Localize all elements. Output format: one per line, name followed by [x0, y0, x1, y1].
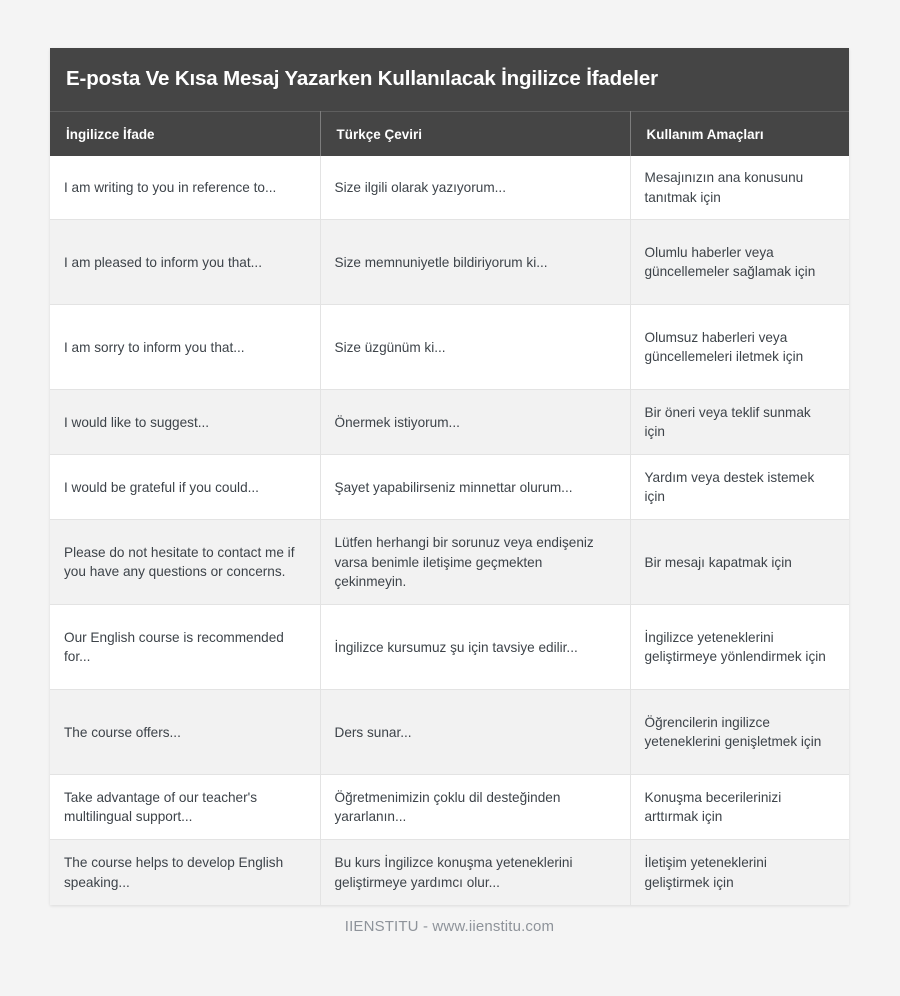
cell-turkish: Lütfen herhangi bir sorunuz veya endişeniz varsa benimle iletişime geçmekten çekinmeyin.: [320, 520, 630, 605]
table-row: [50, 305, 849, 390]
table-row: [50, 455, 849, 520]
table-row: [50, 605, 849, 690]
table-row: [50, 220, 849, 305]
column-header-turkish: Türkçe Çeviri: [320, 112, 630, 157]
cell-purpose: Bir öneri veya teklif sunmak için: [630, 390, 849, 455]
cell-turkish: Bu kurs İngilizce konuşma yeteneklerini geliştirmeye yardımcı olur...: [320, 840, 630, 905]
cell-turkish: Şayet yapabilirseniz minnettar olurum...: [320, 455, 630, 520]
page-title: E-posta Ve Kısa Mesaj Yazarken Kullanılacak İngilizce İfadeler: [66, 67, 658, 91]
phrases-table: [50, 111, 849, 905]
cell-english: I would like to suggest...: [50, 390, 320, 455]
cell-english: The course helps to develop English speaking...: [50, 840, 320, 905]
footer-credit: IIENSTITU - www.iienstitu.com: [344, 918, 555, 935]
cell-english: I am sorry to inform you that...: [50, 305, 320, 390]
cell-turkish: Ders sunar...: [320, 690, 630, 775]
cell-purpose: Öğrencilerin ingilizce yeteneklerini genişletmek için: [630, 690, 849, 775]
cell-turkish: Size memnuniyetle bildiriyorum ki...: [320, 220, 630, 305]
cell-english: Please do not hesitate to contact me if you have any questions or concerns.: [50, 520, 320, 605]
cell-turkish: Önermek istiyorum...: [320, 390, 630, 455]
cell-purpose: İngilizce yeteneklerini geliştirmeye yönlendirmek için: [630, 605, 849, 690]
table-body: [50, 156, 849, 905]
cell-purpose: Konuşma becerilerinizi arttırmak için: [630, 775, 849, 840]
cell-english: Take advantage of our teacher's multilingual support...: [50, 775, 320, 840]
infographic-card: [50, 48, 849, 905]
cell-turkish: İngilizce kursumuz şu için tavsiye edilir...: [320, 605, 630, 690]
cell-turkish: Size üzgünüm ki...: [320, 305, 630, 390]
cell-purpose: Bir mesajı kapatmak için: [630, 520, 849, 605]
cell-purpose: İletişim yeteneklerini geliştirmek için: [630, 840, 849, 905]
cell-english: Our English course is recommended for...: [50, 605, 320, 690]
table-row: [50, 390, 849, 455]
cell-turkish: Öğretmenimizin çoklu dil desteğinden yararlanın...: [320, 775, 630, 840]
cell-english: I am writing to you in reference to...: [50, 156, 320, 220]
cell-purpose: Mesajınızın ana konusunu tanıtmak için: [630, 156, 849, 220]
table-row: [50, 775, 849, 840]
table-row: [50, 520, 849, 605]
cell-english: The course offers...: [50, 690, 320, 775]
column-header-purpose: Kullanım Amaçları: [630, 112, 849, 157]
cell-english: I would be grateful if you could...: [50, 455, 320, 520]
table-header-row: [50, 112, 849, 157]
table-row: [50, 840, 849, 905]
cell-purpose: Olumlu haberler veya güncellemeler sağlamak için: [630, 220, 849, 305]
table-row: [50, 690, 849, 775]
cell-purpose: Yardım veya destek istemek için: [630, 455, 849, 520]
cell-turkish: Size ilgili olarak yazıyorum...: [320, 156, 630, 220]
column-header-english: İngilizce İfade: [50, 112, 320, 157]
table-row: [50, 156, 849, 220]
cell-purpose: Olumsuz haberleri veya güncellemeleri iletmek için: [630, 305, 849, 390]
cell-english: I am pleased to inform you that...: [50, 220, 320, 305]
title-bar: [50, 48, 849, 111]
